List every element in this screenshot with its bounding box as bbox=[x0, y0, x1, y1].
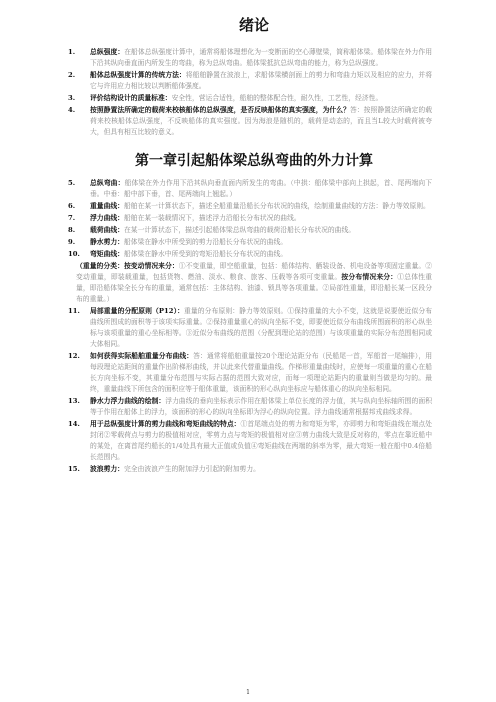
item-number: 7. bbox=[68, 214, 76, 222]
item-term: 用于总纵强度计算的剪力曲线和弯矩曲线的特点： bbox=[90, 420, 241, 428]
chapter-list-a bbox=[68, 178, 433, 260]
item-body: 船体梁在静水中所受到的剪力沿船长分布状况的曲线。 bbox=[123, 238, 288, 246]
item-term: 重量曲线： bbox=[90, 202, 124, 210]
intro-list bbox=[68, 47, 433, 138]
item-number: 2. bbox=[68, 71, 76, 79]
item-number: 12. bbox=[68, 352, 80, 360]
item-term: 局部重量的分配原则（P12）： bbox=[90, 307, 184, 315]
list-item bbox=[68, 47, 433, 69]
item-body: 答：按照静置法所确定的载荷来校核船体总纵强度，不反映船体的真实强度。因为海浪是随机的，载荷是动态的，而且当L较大时载荷被夸大，但具有相互比较的意义。 bbox=[90, 106, 432, 136]
item-number: 6. bbox=[68, 202, 76, 210]
item-number: 9. bbox=[68, 238, 76, 246]
item-body: 船体梁在外力作用下沿其纵向垂直面内所发生的弯曲。（中拱：船体梁中部向上拱起，首、尾两端向下垂。中垂：船中部下垂，首、尾两端向上翘起。） bbox=[90, 179, 433, 198]
item-term: 载荷曲线： bbox=[90, 226, 124, 234]
item-term: 如何获得实际船舶重量分布曲线： bbox=[90, 352, 194, 360]
weight-class-label: （重量的分类： bbox=[76, 262, 124, 270]
list-item bbox=[68, 237, 432, 248]
item-body: 船体梁在静水中所受到的弯矩沿船长分布状况的曲线。 bbox=[123, 250, 288, 258]
item-term: 波浪剪力： bbox=[90, 465, 124, 473]
item-number: 14. bbox=[68, 420, 80, 428]
list-item bbox=[68, 105, 432, 138]
item-term: 静水剪力： bbox=[90, 238, 124, 246]
list-item bbox=[68, 396, 432, 418]
item-number: 15. bbox=[68, 465, 80, 473]
item-body: 在船体总纵强度计算中，通常将船体理想化为一变断面的空心薄壁梁，简称船体梁。船体梁在外力作用下沿其纵向垂直面内所发生的弯曲，称为总纵弯曲。船体梁抵抗总纵弯曲的能力，称为总纵强度。 bbox=[90, 48, 433, 67]
list-item bbox=[68, 93, 432, 104]
item-number: 3. bbox=[68, 94, 76, 102]
weight-class-by-change-label: 按变动情况来分： bbox=[123, 262, 179, 270]
list-item bbox=[68, 178, 433, 200]
list-item bbox=[68, 201, 432, 212]
item-number: 13. bbox=[68, 397, 80, 405]
item-body: ①首尾端点处的剪力和弯矩为零，亦即剪力和弯矩曲线在端点处封闭②零载荷点与剪力的极值相对应，零剪力点与弯矩的极值相对应③剪力曲线大致是反对称的，零点在靠近船中的某处，在离首尾约船长的1/4处具有最大正值或负值④弯矩曲线在两端的斜率为零，最大弯矩一般在船中0.4倍船长范围内。 bbox=[90, 420, 433, 461]
list-item bbox=[68, 464, 432, 475]
list-item bbox=[68, 225, 432, 236]
item-term: 评价结构设计的质量标准： bbox=[90, 94, 172, 102]
chapter-list-b bbox=[68, 306, 433, 475]
weight-classification-paragraph bbox=[76, 261, 432, 305]
list-item bbox=[68, 213, 432, 224]
item-number: 1. bbox=[68, 48, 76, 56]
item-body: 答：通常将船舶重量按20个理论站距分布（民船尾一首，军船首一尾编排），用每段理论站距间的重量作出阶梯形曲线，并以此来代替重量曲线。作梯形重量曲线时，应使每一项重量的重心在船长方向坐标不变，其重量分布范围与实际占据的范围大致对应，而每一项理论站距内的重量则当做是均匀的。最终，重量曲线下所包含的面积应等于船体重量，该面积的形心纵向坐标应与船体重心的纵向坐标相同。 bbox=[90, 352, 433, 393]
list-item bbox=[68, 249, 432, 260]
list-item bbox=[68, 419, 433, 463]
item-term: 船体总纵强度计算的传统方法： bbox=[90, 71, 186, 79]
item-body: 船舶在某一装载情况下，描述浮力沿船长分布状况的曲线。 bbox=[123, 214, 301, 222]
page-title: 绪论 bbox=[238, 16, 269, 34]
item-term: 按照静置法所确定的载荷来校核船体的总纵强度，是否反映船体的真实强度，为什么？ bbox=[90, 106, 350, 114]
item-number: 4. bbox=[68, 106, 76, 114]
item-term: 总纵弯曲： bbox=[90, 179, 125, 187]
list-item bbox=[68, 351, 433, 395]
item-term: 浮力曲线： bbox=[90, 214, 124, 222]
item-term: 总纵强度： bbox=[90, 48, 125, 56]
item-term: 弯矩曲线： bbox=[90, 250, 124, 258]
item-number: 11. bbox=[68, 307, 80, 315]
list-item bbox=[68, 306, 433, 350]
weight-class-by-distribution-text: ①总体性重量，即沿船体梁全长分布的重量，通常包括：主体结构、油漆、锁具等各项重量。②局部性重量，即沿船长某一区段分布的重量。） bbox=[76, 273, 433, 303]
item-body: 浮力曲线的垂向坐标表示作用在船体梁上单位长度的浮力值，其与纵向坐标轴所围的面积等于作用在船体上的浮力，该面积的形心的纵向坐标即为浮心的纵向位置。浮力曲线通常根据邦戎曲线求得。 bbox=[90, 397, 432, 416]
item-number: 10. bbox=[68, 250, 80, 258]
list-item bbox=[68, 70, 433, 92]
weight-class-by-distribution-label: 按分布情况来分： bbox=[341, 273, 398, 281]
item-body: 重量的分布原则：静力等效原则。①保持重量的大小不变，这就是说要使近似分布曲线所围成的面积等于该项实际重量。②保持重量重心的纵向坐标不变，即要使近似分布曲线所围面积的形心纵坐标与该项重量的重心坐标相等。③近似分布曲线的范围（分配到理论站的范围）与该项重量的实际分布范围相同或大体相同。 bbox=[90, 307, 433, 348]
item-body: 将船舶静置在波浪上，求船体梁横剖面上的剪力和弯曲力矩以及相应的应力，并将它与许用应力相比较以判断船体强度。 bbox=[90, 71, 433, 90]
weight-class-by-change-text: ①不变重量，即空船重量，包括：船体结构、舾装设备、机电设备等项固定重量。②变动重量，即装载重量，包括货物、燃油、淡水、粮食、旅客、压载等各项可变重量。 bbox=[76, 262, 433, 281]
chapter-title: 第一章引起船体梁总纵弯曲的外力计算 bbox=[135, 153, 373, 169]
item-term: 静水力浮力曲线的绘制： bbox=[90, 397, 166, 405]
item-body: 安全性，营运合适性，船舶的整体配合性，耐久性，工艺性，经济性。 bbox=[171, 94, 383, 102]
item-body: 在某一计算状态下，描述引起船体梁总纵弯曲的载荷沿船长分布状况的曲线。 bbox=[123, 226, 356, 234]
page-number: 1 bbox=[246, 689, 250, 696]
item-number: 8. bbox=[68, 226, 76, 234]
item-body: 完全由波浪产生的附加浮力引起的附加剪力。 bbox=[123, 465, 260, 473]
item-body: 船舶在某一计算状态下，描述全船重量沿船长分布状况的曲线，绘制重量曲线的方法：静力等效原则。 bbox=[123, 202, 430, 210]
item-number: 5. bbox=[68, 179, 76, 187]
